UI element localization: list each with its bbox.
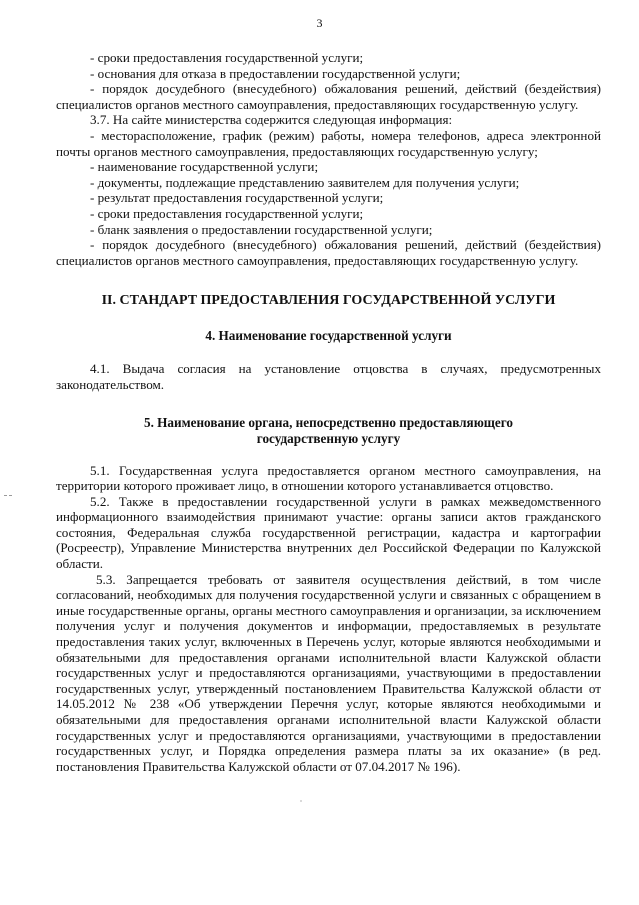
- subsection-5-title-line2: государственную услугу: [256, 430, 401, 446]
- scan-speck: [300, 800, 302, 802]
- paragraph-4-1: 4.1. Выдача согласия на установление отцовства в случаях, предусмотренных законодательством.: [56, 361, 601, 392]
- list-item: - бланк заявления о предоставлении государственной услуги;: [90, 221, 433, 237]
- list-item: - наименование государственной услуги;: [90, 159, 319, 175]
- subsection-5-title: [56, 415, 601, 447]
- subsection-5-title-line1: 5. Наименование органа, непосредственно предоставляющего: [143, 414, 514, 430]
- paragraph-5-2: 5.2. Также в предоставлении государственной услуги в рамках межведомственного информационного взаимодействия принимают участие: органы записи актов гражданского состояния, Федеральная служба государственной регистрации, кадастра и картографии (Росреестр), Управление Министерства внутренних дел Российской Федерации по Калужской области.: [56, 493, 601, 572]
- document-body: [56, 50, 601, 774]
- paragraph-5-1: 5.1. Государственная услуга предоставляется органом местного самоуправления, на территории которого проживает лицо, в отношении которого устанавливается отцовство.: [56, 462, 601, 494]
- subsection-4-title: 4. Наименование государственной услуги: [205, 328, 452, 344]
- page-number: 3: [316, 16, 323, 30]
- list-item: - сроки предоставления государственной услуги;: [90, 50, 364, 65]
- list-item: - документы, подлежащие представлению заявителем для получения услуги;: [90, 174, 520, 190]
- list-item: - месторасположение, график (режим) работы, номера телефонов, адреса электронной почты органов местного самоуправления, предоставляющих государственную услугу;: [56, 127, 601, 159]
- list-item: - основания для отказа в предоставлении государственной услуги;: [90, 65, 461, 81]
- paragraph-5-3: 5.3. Запрещается требовать от заявителя осуществления действий, в том числе согласований, необходимых для получения государственной услуги и связанных с обращением в иные государственные органы, органы местного самоуправления и организации, за исключением получения услуг и получения документов и информации, предоставляемых в результате предоставления таких услуг, включенных в Перечень услуг, которые являются необходимыми и обязательными для предоставления органами исполнительной власти Калужской области государственных услуг и предоставляются организациями, участвующими в предоставлении государственных услуг, утвержденный постановлением Правительства Калужской области от 14.05.2012 № 238 «Об утверждении Перечня услуг, которые являются необходимыми и обязательными для предоставления органами исполнительной власти Калужской области государственных услуг и предоставляются организациями, участвующими в предоставлении государственных услуг, и Порядка определения размера платы за их оказание» (в ред. постановления Правительства Калужской области от 07.04.2017 № 196).: [56, 571, 601, 774]
- margin-mark: [4, 495, 12, 497]
- list-item: - порядок досудебного (внесудебного) обжалования решений, действий (бездействия) специалистов органов местного самоуправления, предоставляющих государственную услугу.: [56, 237, 601, 268]
- list-item: - результат предоставления государственной услуги;: [90, 190, 384, 206]
- paragraph-3-7: 3.7. На сайте министерства содержится следующая информация:: [90, 112, 453, 128]
- list-item: - порядок досудебного (внесудебного) обжалования решений, действий (бездействия) специалистов органов местного самоуправления, предоставляющих государственную услугу.: [56, 81, 601, 112]
- section-title: II. СТАНДАРТ ПРЕДОСТАВЛЕНИЯ ГОСУДАРСТВЕННОЙ УСЛУГИ: [101, 293, 556, 309]
- list-item: - сроки предоставления государственной услуги;: [90, 205, 364, 221]
